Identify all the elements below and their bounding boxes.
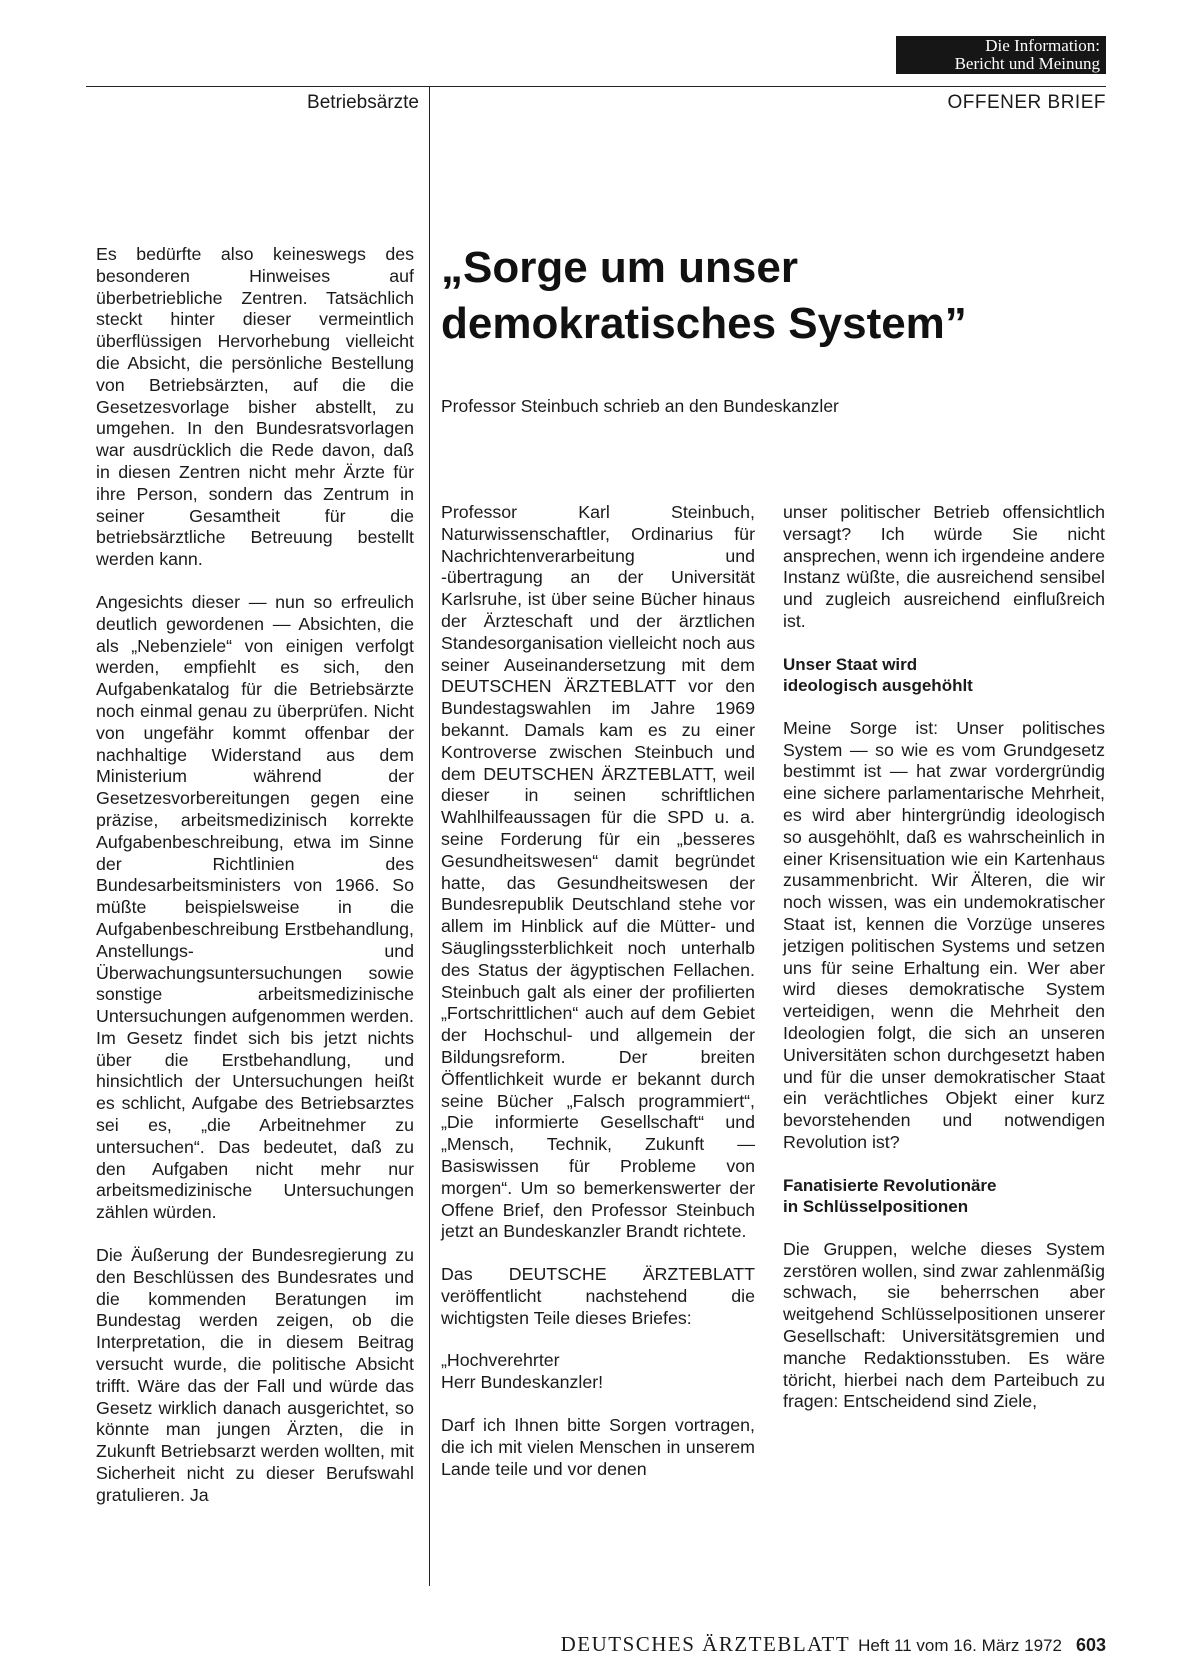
issue-info: Heft 11 vom 16. März 1972	[858, 1636, 1062, 1655]
text-column-right	[783, 502, 1105, 1434]
paragraph: Die Gruppen, welche dieses System zerstören wollen, sind zwar zahlenmäßig schwach, sie beherrschen aber weitgehend Schlüsselpositionen unserer Gesellschaft: Universitätsgremien und manche Redaktionsstuben. Es wäre töricht, hierbei nach dem Parteibuch zu fragen: Entscheidend sind Ziele,	[783, 1238, 1105, 1412]
headline-line-2: demokratisches System”	[441, 299, 967, 348]
page-footer	[440, 1632, 1106, 1657]
paragraph: unser politischer Betrieb offensichtlich versagt? Ich würde Sie nicht ansprechen, wenn ich irgendeine andere Instanz wüßte, die ausreichend sensibel und zugleich ausreichend einflußreich ist.	[783, 502, 1105, 631]
article-subtitle: Professor Steinbuch schrieb an den Bundeskanzler	[441, 396, 839, 416]
paragraph: Angesichts dieser — nun so erfreulich deutlich gewordenen — Absichten, die als „Nebenziele“ von einigen verfolgt werden, empfiehlt es sich, den Aufgabenkatalog für die Betriebsärzte noch einmal genau zu überprüfen. Nicht von ungefähr kommt offenbar der nachhaltige Widerstand aus dem Ministerium während der Gesetzesvorbereitungen gegen eine präzise, arbeitsmedizinisch korrekte Aufgabenbeschreibung, etwa im Sinne der Richtlinien des Bundesarbeitsministers von 1966. So müßte beispielsweise in die Aufgabenbeschreibung Erstbehandlung, Anstellungs- und Überwachungsuntersuchungen sowie sonstige arbeitsmedizinische Untersuchungen aufgenommen werden. Im Gesetz findet sich bis jetzt nichts über die Erstbehandlung, und hinsichtlich der Untersuchungen heißt es schlicht, Aufgabe des Betriebsarztes sei es, „die Arbeitnehmer zu untersuchen“. Das bedeutet, daß zu den Aufgaben nicht mehr nur arbeitsmedizinische Untersuchungen zählen würden.	[96, 591, 414, 1223]
paragraph: Professor Karl Steinbuch, Naturwissenschaftler, Ordinarius für Nachrichtenverarbeitung und -übertragung an der Universität Karlsruhe, ist über seine Bücher hinaus der Ärzteschaft und der ärztlichen Standesorganisation vielleicht noch aus seiner Auseinandersetzung mit dem DEUTSCHEN ÄRZTEBLATT vor den Bundestagswahlen im Jahre 1969 bekannt. Damals kam es zu einer Kontroverse zwischen Steinbuch und dem DEUTSCHEN ÄRZTEBLATT, weil dieser in seinen schriftlichen Wahlhilfeaussagen für die SPD u. a. seine Forderung für ein „besseres Gesundheitswesen“ damit begründet hatte, das Gesundheitswesen der Bundesrepublik Deutschland stehe vor allem im Hinblick auf die Mütter- und Säuglingssterblichkeit noch unterhalb des Status der ägyptischen Fellachen. Steinbuch galt als einer der profilierten „Fortschrittlichen“ auch auf dem Gebiet der Hochschul- und allgemein der Bildungsreform. Der breiten Öffentlichkeit wurde er bekannt durch seine Bücher „Falsch programmiert“, „Die informierte Gesellschaft“ und „Mensch, Technik, Zukunft — Basiswissen für Probleme von morgen“. Um so bemerkenswerter der Offene Brief, den Professor Steinbuch jetzt an Bundeskanzler Brandt richtete.	[441, 502, 755, 1242]
rubric-line-1: Die Information:	[985, 36, 1100, 55]
journal-name: DEUTSCHES ÄRZTEBLATT	[560, 1632, 851, 1656]
article-headline	[441, 240, 1101, 352]
rubric-line-2: Bericht und Meinung	[954, 54, 1100, 73]
paragraph: Darf ich Ihnen bitte Sorgen vortragen, die ich mit vielen Menschen in unserem Lande teile und vor denen	[441, 1415, 755, 1479]
salutation-line-2: Herr Bundeskanzler!	[441, 1372, 604, 1393]
paragraph: Die Äußerung der Bundesregierung zu den Beschlüssen des Bundesrates und die kommenden Beratungen im Bundestag werden zeigen, ob die Interpretation, die in diesem Beitrag versucht wurde, die politische Absicht trifft. Wäre das der Fall und würde das Gesetz wirklich danach ausgerichtet, so könnte man jungen Ärzten, die in Zukunft Betriebsarzt werden wollten, mit Sicherheit nicht zu dieser Berufswahl gratulieren. Ja	[96, 1245, 414, 1505]
text-column-middle	[441, 502, 755, 1501]
page-number: 603	[1075, 1635, 1106, 1655]
salutation-line-1: „Hochverehrter	[441, 1350, 560, 1371]
headline-line-1: „Sorge um unser	[441, 243, 798, 292]
paragraph: Es bedürfte also keineswegs des besonderen Hinweises auf überbetriebliche Zentren. Tatsächlich steckt hinter dieser vermeintlich überflüssigen Hervorhebung vielleicht die Absicht, die persönliche Bestellung von Betriebsärzten, auf die die Gesetzesvorlage bisher abstellt, zu umgehen. In den Bundesratsvorlagen war ausdrücklich die Rede davon, daß in diesen Zentren nicht mehr Ärzte für ihre Person, sondern das Zentrum in seiner Gesamtheit für die betriebsärztliche Betreuung bestellt werden kann.	[96, 244, 414, 570]
paragraph: Das DEUTSCHE ÄRZTEBLATT veröffentlicht nachstehend die wichtigsten Teile dieses Briefes:	[441, 1264, 755, 1328]
column-divider	[429, 86, 430, 1586]
section-label-right: OFFENER BRIEF	[947, 92, 1106, 113]
text-column-left	[96, 244, 414, 1528]
section-label-left: Betriebsärzte	[307, 92, 419, 113]
header-rule	[86, 86, 1106, 87]
subheading: Fanatisierte Revolutionäre in Schlüsselpositionen	[783, 1175, 997, 1217]
letter-salutation	[441, 1350, 755, 1394]
paragraph: Meine Sorge ist: Unser politisches System — so wie es vom Grundgesetz bestimmt ist — hat zwar vordergründig eine sichere parlamentarische Mehrheit, es wird aber hintergründig ideologisch so ausgehöhlt, daß es wahrscheinlich in einer Krisensituation wie ein Kartenhaus zusammenbricht. Wir Älteren, die wir noch wissen, was ein undemokratischer Staat ist, kennen die Vorzüge unseres jetzigen politischen Systems und setzen uns für seine Erhaltung ein. Wer aber wird dieses demokratische System verteidigen, wenn die Mehrheit den Ideologien folgt, die sich an unseren Universitäten schon durchgesetzt haben und für die unser demokratischer Staat ein verächtliches Objekt einer kurz bevorstehenden und notwendigen Revolution ist?	[783, 717, 1105, 1152]
subheading: Unser Staat wird ideologisch ausgehöhlt	[783, 654, 973, 696]
rubric-badge	[896, 36, 1106, 74]
